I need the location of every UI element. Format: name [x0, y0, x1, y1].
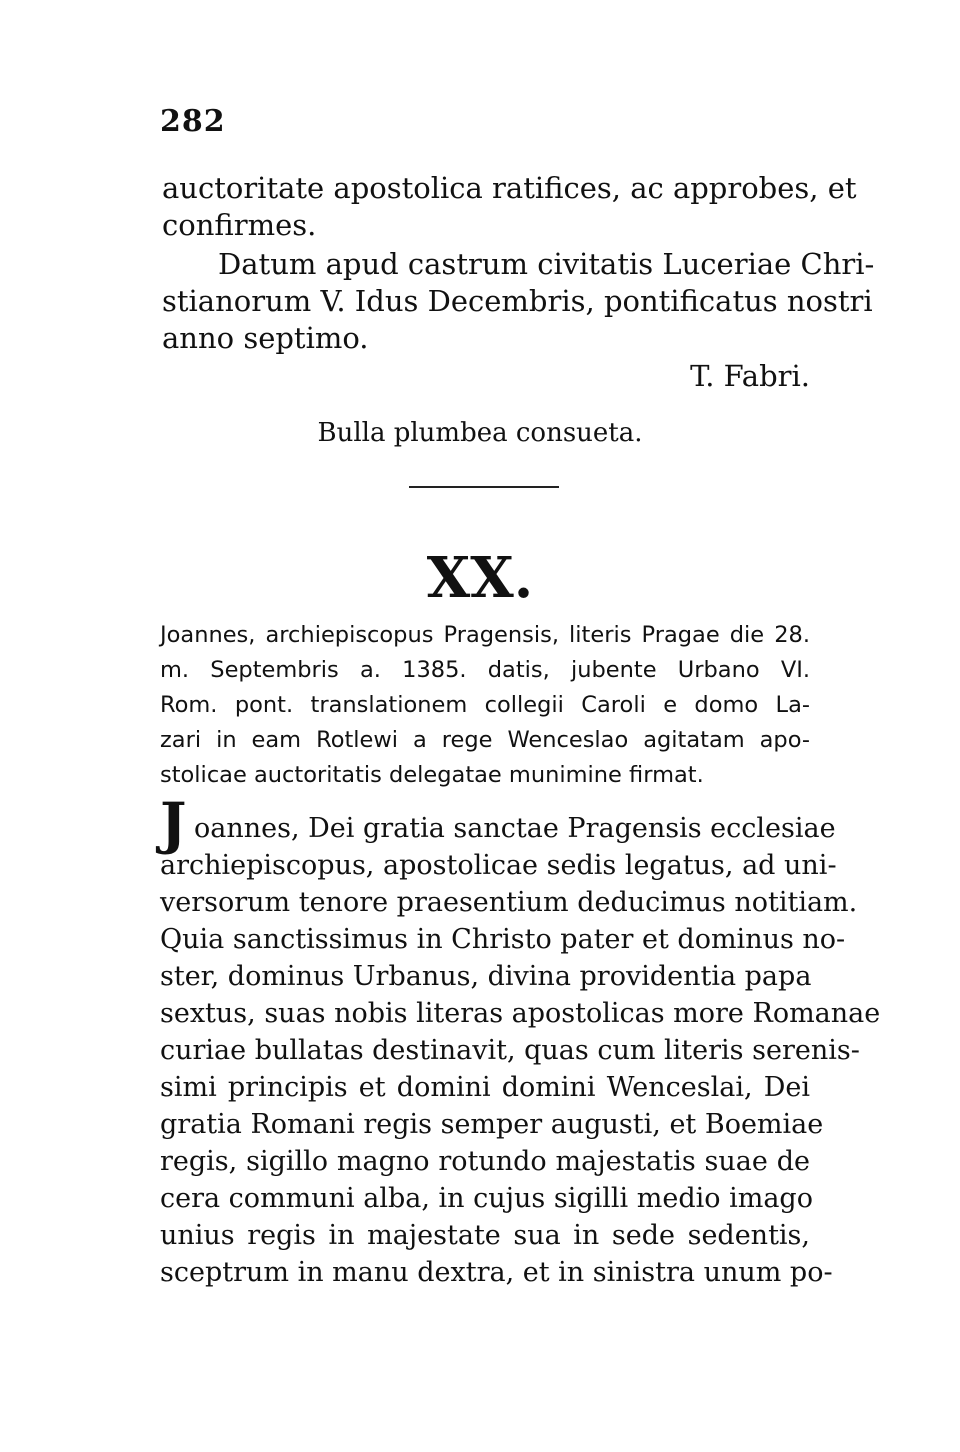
body-line: regis, sigillo magno rotundo majestatis suae de: [160, 1146, 810, 1177]
summary-line: zari in eam Rotlewi a rege Wenceslao agitatam apo-: [160, 727, 810, 753]
dating-line: stianorum V. Idus Decembris, pontificatus nostri: [162, 284, 873, 318]
continuation-line: confirmes.: [162, 208, 317, 242]
section-divider: [409, 486, 559, 488]
continuation-line: auctoritate apostolica ratifices, ac approbes, et: [162, 171, 857, 205]
body-line: ster, dominus Urbanus, divina providentia papa: [160, 961, 812, 992]
body-line: simi principis et domini domini Wenceslai, Dei: [160, 1072, 810, 1103]
summary-line: Joannes, archiepiscopus Pragensis, literis Pragae die 28.: [160, 622, 810, 648]
body-line: versorum tenore praesentium deducimus notitiam.: [160, 887, 858, 918]
body-line: archiepiscopus, apostolicae sedis legatus, ad uni-: [160, 850, 837, 881]
body-line: curiae bullatas destinavit, quas cum literis serenis-: [160, 1035, 860, 1066]
summary-line: m. Septembris a. 1385. datis, jubente Urbano VI.: [160, 657, 810, 683]
body-line: sceptrum in manu dextra, et in sinistra unum po-: [160, 1257, 833, 1288]
dating-line: anno septimo.: [162, 321, 369, 355]
summary-line: stolicae auctoritatis delegatae munimine firmat.: [160, 762, 704, 788]
body-line: sextus, suas nobis literas apostolicas more Romanae: [160, 998, 881, 1029]
signature: T. Fabri.: [690, 359, 810, 393]
dating-line: Datum apud castrum civitatis Luceriae Chri-: [218, 247, 875, 281]
body-line: cera communi alba, in cujus sigilli medio imago: [160, 1183, 813, 1214]
body-line: oannes, Dei gratia sanctae Pragensis ecclesiae: [194, 813, 836, 844]
summary-line: Rom. pont. translationem collegii Caroli e domo La-: [160, 692, 810, 718]
document-number: XX.: [426, 545, 534, 611]
seal-note: Bulla plumbea consueta.: [317, 418, 643, 448]
page-number: 282: [160, 104, 226, 139]
body-line: gratia Romani regis semper augusti, et Boemiae: [160, 1109, 824, 1140]
body-line: unius regis in majestate sua in sede sedentis,: [160, 1220, 810, 1251]
drop-cap: J: [160, 791, 187, 857]
body-line: Quia sanctissimus in Christo pater et dominus no-: [160, 924, 846, 955]
